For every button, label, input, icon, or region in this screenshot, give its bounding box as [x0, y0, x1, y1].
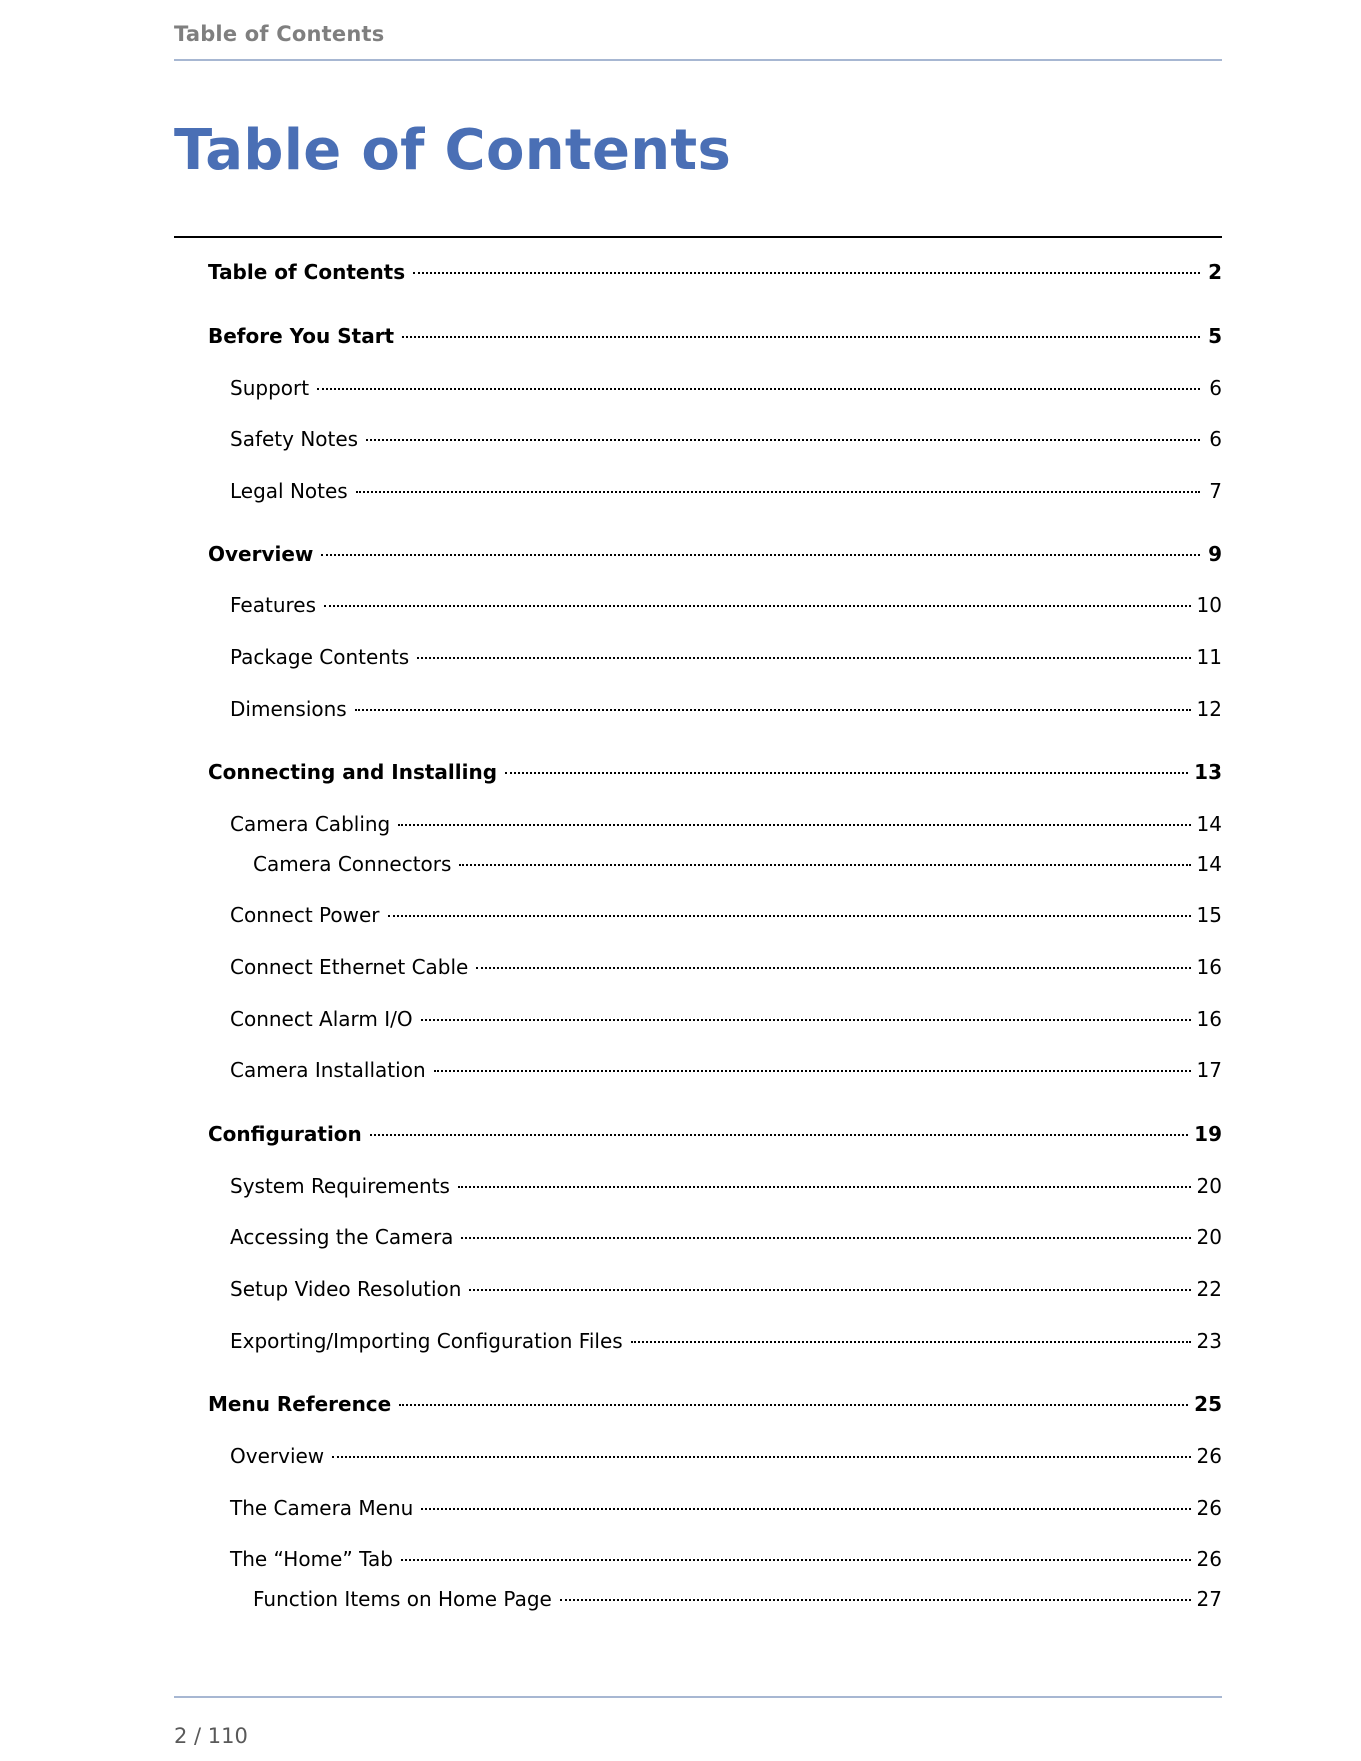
toc-entry-page: 20 — [1196, 1174, 1222, 1198]
toc-leader-dots — [505, 772, 1188, 774]
toc-entry[interactable] — [174, 424, 1222, 454]
toc-leader-dots — [459, 864, 1190, 866]
toc-entry-label: Exporting/Importing Configuration Files — [230, 1329, 623, 1353]
toc-entry-label: Support — [230, 376, 310, 400]
toc-entry[interactable] — [174, 1584, 1222, 1614]
toc-entry-page: 26 — [1196, 1496, 1222, 1520]
toc-entry-label: Legal Notes — [230, 479, 348, 503]
toc-entry-label: Dimensions — [230, 697, 347, 721]
toc-entry-page: 13 — [1194, 760, 1222, 784]
toc-entry-label: Connect Ethernet Cable — [230, 955, 469, 979]
toc-entry[interactable] — [174, 1544, 1222, 1574]
toc-entry[interactable] — [174, 1222, 1222, 1252]
toc-entry-label: Configuration — [208, 1122, 362, 1146]
toc-entry[interactable] — [174, 1493, 1222, 1523]
toc-leader-dots — [356, 491, 1200, 493]
toc-leader-dots — [631, 1341, 1191, 1343]
toc-leader-dots — [402, 336, 1200, 338]
toc-entry-label: Overview — [208, 542, 314, 566]
toc-entry-page: 25 — [1194, 1392, 1222, 1416]
toc-entry[interactable] — [174, 1119, 1222, 1149]
toc-entry-page: 15 — [1196, 903, 1222, 927]
toc-entry-page: 19 — [1194, 1122, 1222, 1146]
toc-entry-page: 9 — [1208, 542, 1222, 566]
toc-entry-page: 16 — [1196, 955, 1222, 979]
toc-entry[interactable] — [174, 1326, 1222, 1356]
toc-entry[interactable] — [174, 321, 1222, 351]
toc-entry[interactable] — [174, 373, 1222, 403]
toc-leader-dots — [370, 1134, 1188, 1136]
toc-entry-page: 16 — [1196, 1007, 1222, 1031]
toc-entry-page: 26 — [1196, 1547, 1222, 1571]
toc-leader-dots — [417, 657, 1190, 659]
toc-entry[interactable] — [174, 476, 1222, 506]
toc-entry[interactable] — [174, 1389, 1222, 1419]
toc-entry[interactable] — [174, 900, 1222, 930]
toc-entry[interactable] — [174, 1004, 1222, 1034]
toc-entry-label: System Requirements — [230, 1174, 450, 1198]
toc-entry-page: 11 — [1196, 645, 1222, 669]
toc-entry-page: 6 — [1209, 427, 1222, 451]
toc-entry[interactable] — [174, 849, 1222, 879]
toc-entry-label: Connect Alarm I/O — [230, 1007, 413, 1031]
toc-leader-dots — [321, 554, 1200, 556]
toc-entry-page: 27 — [1196, 1587, 1222, 1611]
toc-entry-label: Camera Cabling — [230, 812, 391, 836]
toc-leader-dots — [401, 1559, 1191, 1561]
toc-entry[interactable] — [174, 809, 1222, 839]
toc-entry-page: 12 — [1196, 697, 1222, 721]
toc-entry[interactable] — [174, 1441, 1222, 1471]
toc-entry[interactable] — [174, 1055, 1222, 1085]
title-rule — [174, 236, 1222, 238]
toc-leader-dots — [332, 1456, 1190, 1458]
toc-entry-page: 10 — [1196, 593, 1222, 617]
toc-entry-label: Accessing the Camera — [230, 1225, 454, 1249]
toc-leader-dots — [413, 272, 1200, 274]
toc-entry-page: 6 — [1209, 376, 1222, 400]
toc-leader-dots — [366, 439, 1200, 441]
toc-leader-dots — [461, 1237, 1190, 1239]
toc-entry-page: 14 — [1196, 812, 1222, 836]
toc-entry[interactable] — [174, 952, 1222, 982]
toc-entry-page: 7 — [1209, 479, 1222, 503]
footer-rule — [174, 1696, 1222, 1698]
toc-entry[interactable] — [174, 1274, 1222, 1304]
toc-leader-dots — [469, 1289, 1190, 1291]
toc-entry-page: 23 — [1196, 1329, 1222, 1353]
toc-entry[interactable] — [174, 757, 1222, 787]
toc-leader-dots — [560, 1599, 1191, 1601]
toc-entry-label: Table of Contents — [208, 260, 406, 284]
toc-leader-dots — [355, 709, 1191, 711]
toc-leader-dots — [317, 388, 1200, 390]
toc-entry-label: Menu Reference — [208, 1392, 392, 1416]
toc-entry-page: 22 — [1196, 1277, 1222, 1301]
toc-leader-dots — [421, 1019, 1191, 1021]
toc-entry-label: Overview — [230, 1444, 325, 1468]
toc-entry[interactable] — [174, 257, 1222, 287]
toc-leader-dots — [458, 1186, 1191, 1188]
toc-entry[interactable] — [174, 539, 1222, 569]
toc-entry-label: The Camera Menu — [230, 1496, 414, 1520]
toc-entry-page: 14 — [1196, 852, 1222, 876]
toc-entry-label: Setup Video Resolution — [230, 1277, 462, 1301]
toc-entry-page: 20 — [1196, 1225, 1222, 1249]
toc-entry-label: Camera Connectors — [253, 852, 452, 876]
page-title: Table of Contents — [174, 118, 732, 183]
toc-entry-label: Before You Start — [208, 324, 395, 348]
toc-entry[interactable] — [174, 642, 1222, 672]
toc-leader-dots — [399, 1404, 1188, 1406]
toc-leader-dots — [421, 1508, 1190, 1510]
toc-leader-dots — [434, 1070, 1191, 1072]
toc-leader-dots — [388, 915, 1191, 917]
toc-entry-label: Connecting and Installing — [208, 760, 498, 784]
toc-entry-page: 26 — [1196, 1444, 1222, 1468]
toc-leader-dots — [324, 605, 1191, 607]
toc-leader-dots — [398, 824, 1190, 826]
toc-leader-dots — [476, 967, 1190, 969]
toc-entry-label: Package Contents — [230, 645, 410, 669]
page-number: 2 / 110 — [174, 1724, 248, 1748]
toc-entry-label: Safety Notes — [230, 427, 359, 451]
toc-entry-label: Features — [230, 593, 316, 617]
toc-entry-page: 17 — [1196, 1058, 1222, 1082]
toc-entry-label: The “Home” Tab — [230, 1547, 393, 1571]
toc-entry-label: Function Items on Home Page — [253, 1587, 552, 1611]
toc-entry-label: Connect Power — [230, 903, 380, 927]
toc-entry[interactable] — [174, 590, 1222, 620]
toc-entry-label: Camera Installation — [230, 1058, 426, 1082]
toc-entry[interactable] — [174, 694, 1222, 724]
toc-entry[interactable] — [174, 1171, 1222, 1201]
toc-entry-page: 5 — [1208, 324, 1222, 348]
header-rule — [174, 59, 1222, 61]
running-header: Table of Contents — [174, 22, 385, 46]
toc-entry-page: 2 — [1208, 260, 1222, 284]
